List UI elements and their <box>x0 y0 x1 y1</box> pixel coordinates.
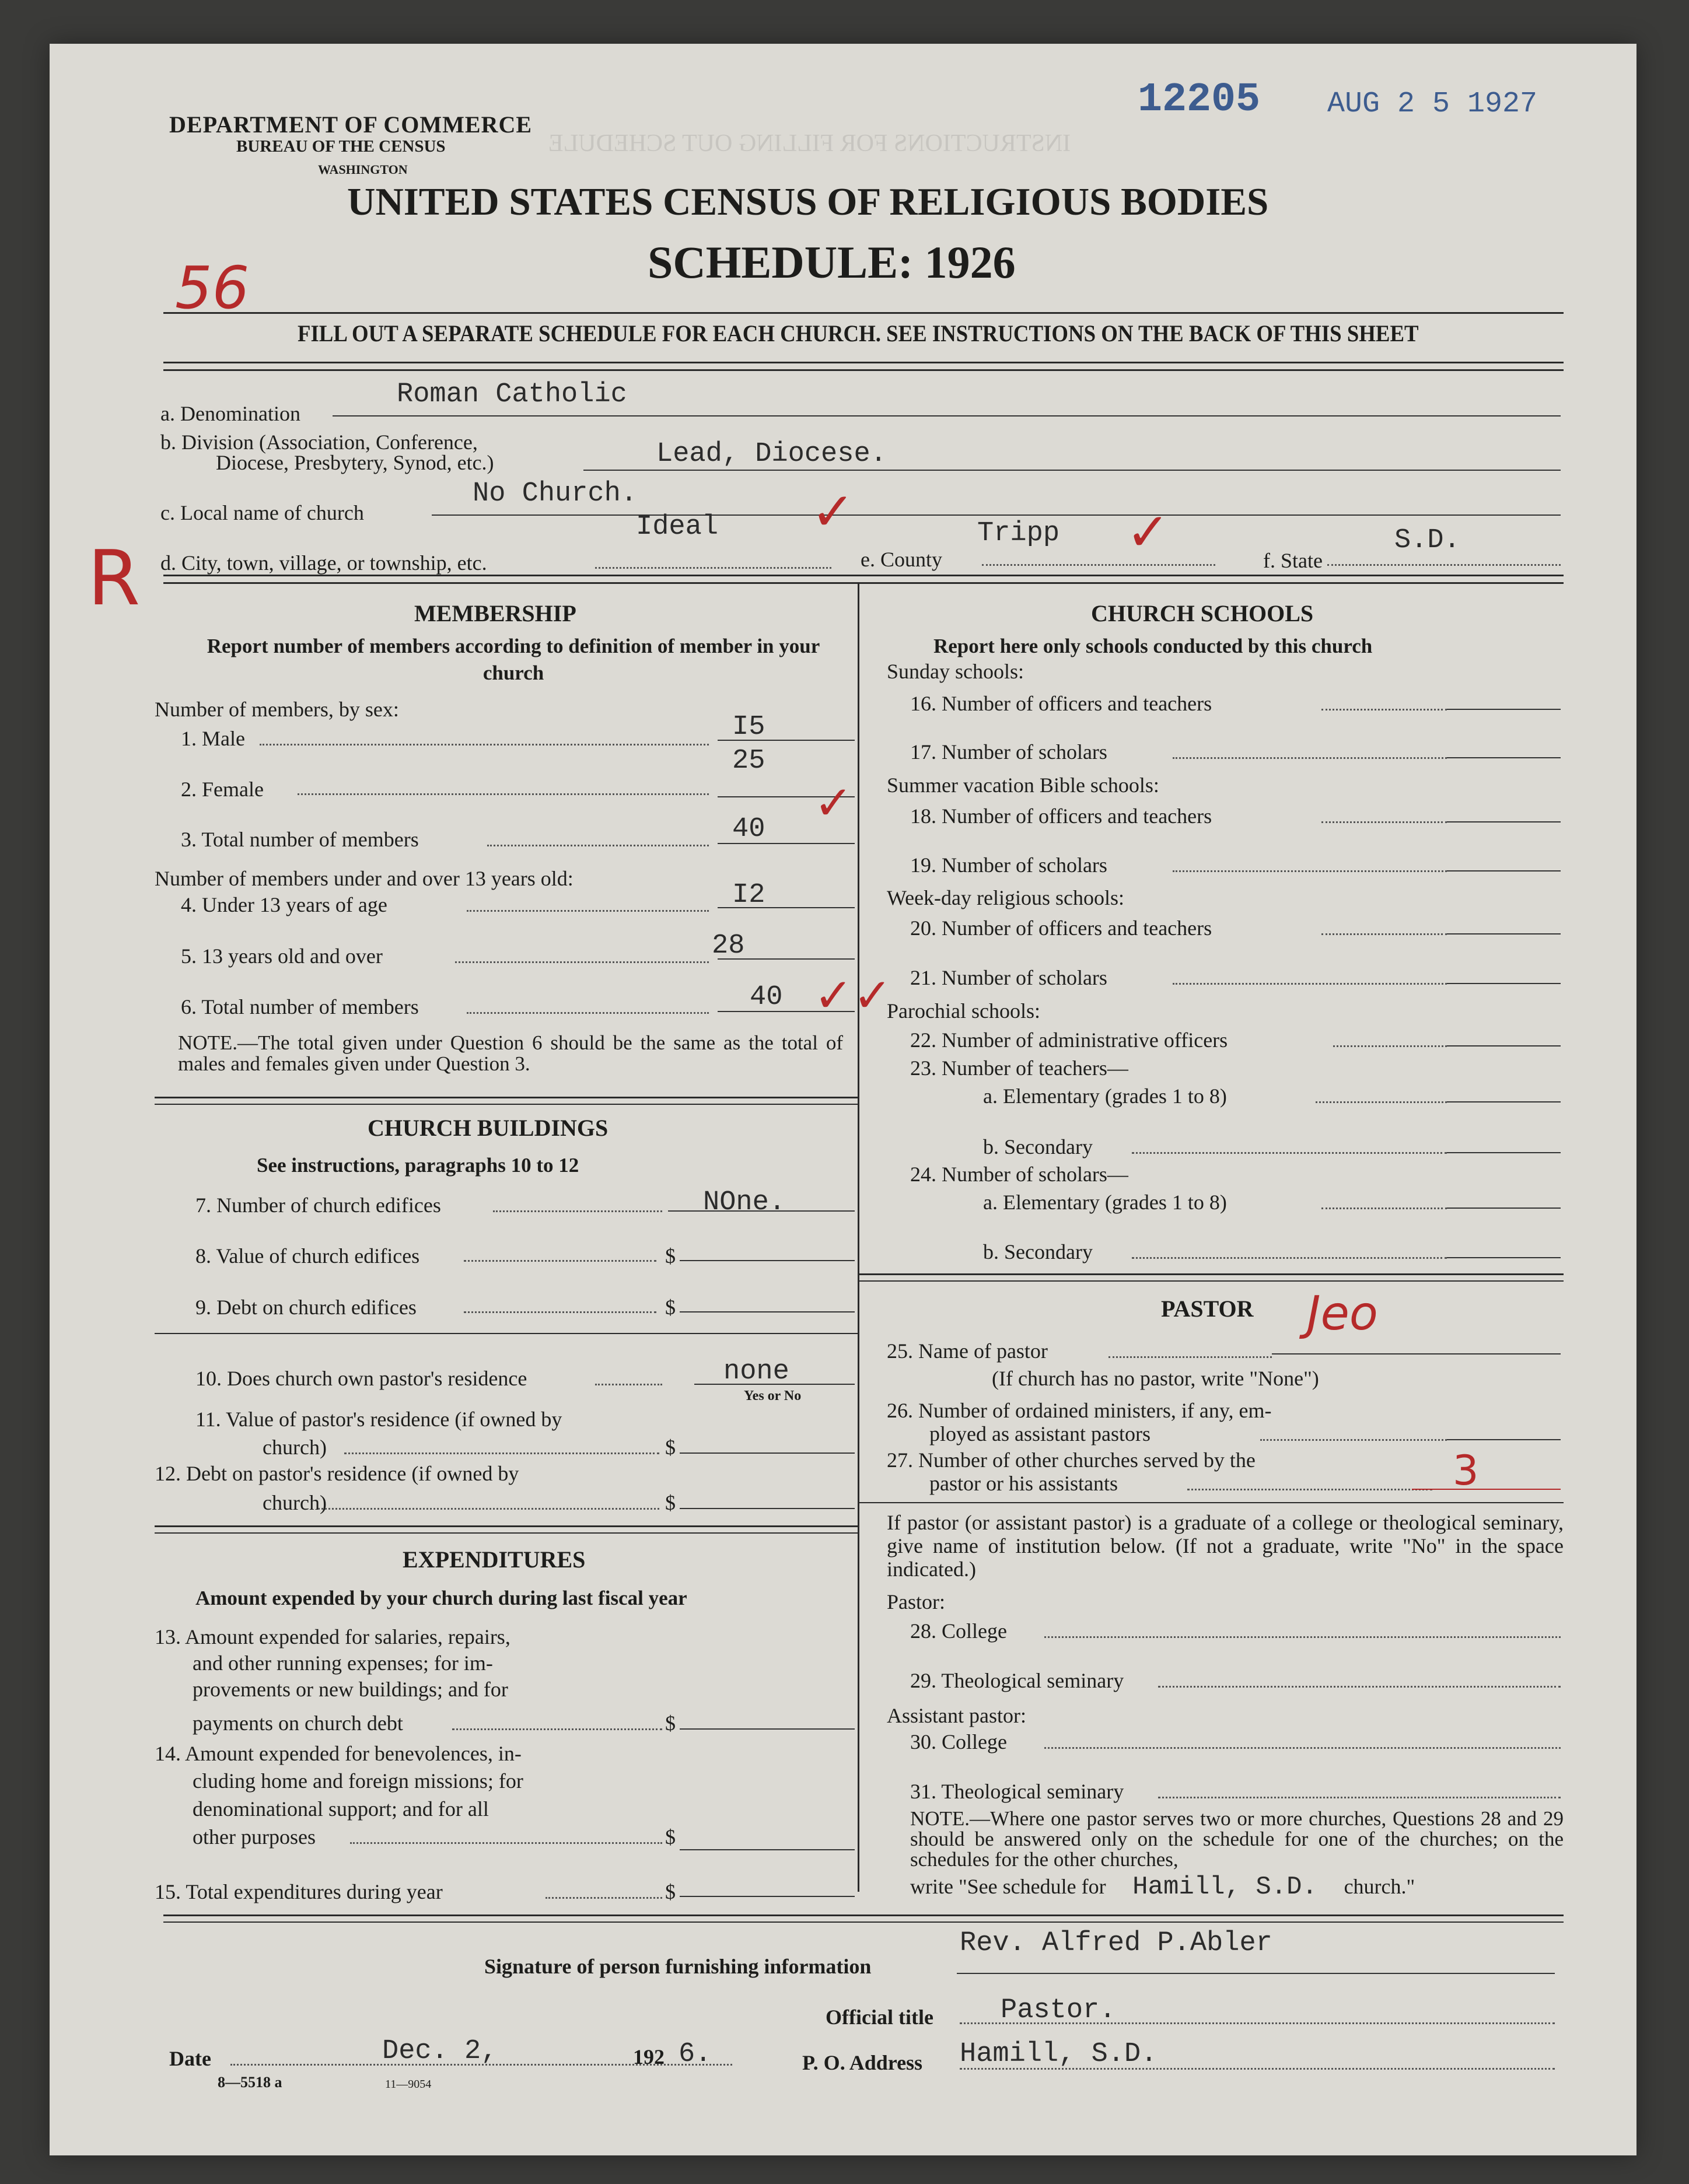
print-code: 11—9054 <box>385 2078 432 2091</box>
pastor-note: NOTE.—Where one pastor serves two or more churches, Questions 28 and 29 should be answered only on the schedule for one of the churches; on the schedules for the other churches, <box>910 1807 1564 1871</box>
official-title-value[interactable]: Pastor. <box>1001 1995 1116 2026</box>
q28-label: 28. College <box>910 1619 1007 1643</box>
department-label: DEPARTMENT OF COMMERCE <box>169 111 533 138</box>
q12-dollar: $ <box>665 1491 676 1514</box>
q8-dollar: $ <box>665 1244 676 1268</box>
expenditures-intro: Amount expended by your church during last fiscal year <box>195 1587 687 1609</box>
membership-intro: Report number of members according to definition of member in your church <box>207 635 820 684</box>
state-value[interactable]: S.D. <box>1394 525 1460 556</box>
q5-label: 5. 13 years old and over <box>181 944 383 968</box>
membership-heading: MEMBERSHIP <box>414 600 576 626</box>
q8-label: 8. Value of church edifices <box>195 1244 420 1268</box>
checkmark: ✓ <box>811 481 855 542</box>
summer-schools-label: Summer vacation Bible schools: <box>887 774 1159 797</box>
q24-label: 24. Number of scholars— <box>910 1163 1128 1186</box>
yes-no-hint: Yes or No <box>744 1388 802 1404</box>
checkmark: ✓✓ <box>814 968 893 1023</box>
form-title: UNITED STATES CENSUS OF RELIGIOUS BODIES <box>347 180 1269 223</box>
q24b-label: b. Secondary <box>983 1240 1093 1264</box>
expenditures-heading: EXPENDITURES <box>403 1546 586 1573</box>
q13-dollar: $ <box>665 1712 676 1735</box>
q25-label: 25. Name of pastor <box>887 1339 1048 1363</box>
q18-label: 18. Number of officers and teachers <box>910 804 1212 828</box>
q14-label-2: cluding home and foreign missions; for <box>193 1769 523 1793</box>
city-label: d. City, town, village, or township, etc. <box>160 551 487 575</box>
q5-value[interactable]: 28 <box>712 930 745 961</box>
q21-label: 21. Number of scholars <box>910 966 1107 989</box>
graduation-intro: If pastor (or assistant pastor) is a graduate of a college or theological seminary, give name of institution below. (If not a graduate, write "No" in the space indicated.) <box>887 1511 1564 1581</box>
q12-label: 12. Debt on pastor's residence (if owned by <box>155 1462 519 1485</box>
pastor-note-end: write "See schedule for Hamill, S.D. church." <box>910 1873 1415 1902</box>
q26-label-1: 26. Number of ordained ministers, if any, em- <box>887 1399 1272 1422</box>
q9-dollar: $ <box>665 1296 676 1319</box>
date-value[interactable]: Dec. 2, <box>382 2036 498 2067</box>
q27-value[interactable]: 3 <box>1453 1447 1479 1494</box>
buildings-heading: CHURCH BUILDINGS <box>368 1115 609 1141</box>
year-value[interactable]: 6. <box>679 2039 712 2070</box>
q3-label: 3. Total number of members <box>181 828 419 851</box>
q10-value[interactable]: none <box>723 1356 789 1387</box>
q1-label: 1. Male <box>181 727 245 750</box>
stamp-date: AUG 2 5 1927 <box>1327 88 1538 121</box>
q23b-label: b. Secondary <box>983 1135 1093 1158</box>
pastor-sub-label: Pastor: <box>887 1590 946 1614</box>
q13-label-2: and other running expenses; for im- <box>193 1651 493 1675</box>
city-value[interactable]: Ideal <box>636 512 719 542</box>
q7-label: 7. Number of church edifices <box>195 1194 441 1217</box>
q16-label: 16. Number of officers and teachers <box>910 692 1212 715</box>
membership-note: NOTE.—The total given under Question 6 should be the same as the total of males and females given under Question 3. <box>178 1031 843 1075</box>
q4-label: 4. Under 13 years of age <box>181 893 387 916</box>
schools-intro: Report here only schools conducted by this church <box>933 635 1373 657</box>
see-schedule-value[interactable]: Hamill, S.D. <box>1132 1873 1317 1902</box>
q26-label-2: ployed as assistant pastors <box>929 1422 1151 1446</box>
handwritten-r-mark: R <box>88 534 141 622</box>
pastor-heading: PASTOR <box>1161 1296 1254 1322</box>
date-label: Date <box>169 2047 211 2070</box>
q11-label: 11. Value of pastor's residence (if owned by <box>195 1408 562 1431</box>
q13-label-4: payments on church debt <box>193 1712 403 1735</box>
division-value[interactable]: Lead, Diocese. <box>656 439 887 470</box>
po-address-label: P. O. Address <box>802 2051 923 2074</box>
q7-value[interactable]: NOne. <box>703 1187 786 1218</box>
q2-value[interactable]: 25 <box>732 746 765 776</box>
stamp-number: 12205 <box>1138 77 1261 123</box>
q14-label-3: denominational support; and for all <box>193 1797 489 1821</box>
q2-label: 2. Female <box>181 778 264 801</box>
q6-label: 6. Total number of members <box>181 995 419 1019</box>
po-address-value[interactable]: Hamill, S.D. <box>960 2039 1158 2070</box>
q30-label: 30. College <box>910 1730 1007 1754</box>
sunday-schools-label: Sunday schools: <box>887 660 1024 683</box>
q4-value[interactable]: I2 <box>732 880 765 911</box>
members-by-sex-label: Number of members, by sex: <box>155 698 399 721</box>
q31-label: 31. Theological seminary <box>910 1780 1124 1803</box>
signature-value[interactable]: Rev. Alfred P.Abler <box>960 1928 1272 1959</box>
city-label: WASHINGTON <box>318 162 408 177</box>
q14-label-1: 14. Amount expended for benevolences, in- <box>155 1742 522 1765</box>
q6-value[interactable]: 40 <box>750 982 783 1013</box>
q11-dollar: $ <box>665 1436 676 1459</box>
signature-label: Signature of person furnishing information <box>484 1955 872 1978</box>
q11-label-cont: church) <box>263 1436 327 1459</box>
schedule-title: SCHEDULE: 1926 <box>648 237 1016 288</box>
q25-hint: (If church has no pastor, write "None") <box>992 1367 1319 1390</box>
q15-label: 15. Total expenditures during year <box>155 1880 443 1903</box>
q13-label-3: provements or new buildings; and for <box>193 1678 508 1701</box>
q3-value[interactable]: 40 <box>732 814 765 845</box>
q29-label: 29. Theological seminary <box>910 1669 1124 1692</box>
county-value[interactable]: Tripp <box>977 518 1060 549</box>
form-code: 8—5518 a <box>218 2074 282 2091</box>
q1-value[interactable]: I5 <box>732 712 765 743</box>
instruction-banner: FILL OUT A SEPARATE SCHEDULE FOR EACH CHURCH. SEE INSTRUCTIONS ON THE BACK OF THIS SHEET <box>298 320 1419 346</box>
church-name-label: c. Local name of church <box>160 501 364 524</box>
q23a-label: a. Elementary (grades 1 to 8) <box>983 1084 1227 1108</box>
bleed-through-text: INSTRUCTIONS FOR FILLING OUT SCHEDULE <box>548 130 1071 157</box>
year-prefix: 192 <box>633 2045 665 2068</box>
q15-dollar: $ <box>665 1880 676 1903</box>
buildings-intro: See instructions, paragraphs 10 to 12 <box>257 1154 579 1177</box>
schools-heading: CHURCH SCHOOLS <box>1091 600 1314 626</box>
bureau-label: BUREAU OF THE CENSUS <box>236 137 446 156</box>
q17-label: 17. Number of scholars <box>910 740 1107 764</box>
q23-label: 23. Number of teachers— <box>910 1056 1128 1080</box>
q19-label: 19. Number of scholars <box>910 853 1107 877</box>
q13-label-1: 13. Amount expended for salaries, repairs, <box>155 1625 510 1648</box>
handwritten-note: Jeo <box>1307 1286 1378 1340</box>
checkmark: ✓ <box>1126 502 1170 563</box>
handwritten-number: 56 <box>175 254 250 322</box>
weekday-schools-label: Week-day religious schools: <box>887 886 1125 909</box>
q22-label: 22. Number of administrative officers <box>910 1028 1228 1052</box>
q9-label: 9. Debt on church edifices <box>195 1296 417 1319</box>
q27-label-1: 27. Number of other churches served by the <box>887 1448 1256 1472</box>
q20-label: 20. Number of officers and teachers <box>910 916 1212 940</box>
assistant-sub-label: Assistant pastor: <box>887 1704 1026 1727</box>
state-label: f. State <box>1263 549 1323 572</box>
q27-label-2: pastor or his assistants <box>929 1472 1118 1495</box>
denomination-label: a. Denomination <box>160 402 300 425</box>
official-title-label: Official title <box>826 2006 933 2029</box>
q14-dollar: $ <box>665 1825 676 1849</box>
division-label-1: b. Division (Association, Conference, <box>160 430 478 454</box>
denomination-value[interactable]: Roman Catholic <box>397 379 627 410</box>
checkmark: ✓ <box>814 776 854 830</box>
members-by-age-label: Number of members under and over 13 years old: <box>155 867 574 890</box>
q10-label: 10. Does church own pastor's residence <box>195 1367 527 1390</box>
county-label: e. County <box>861 548 942 571</box>
q12-label-cont: church) <box>263 1491 327 1514</box>
division-label-2: Diocese, Presbytery, Synod, etc.) <box>216 451 494 474</box>
church-name-value[interactable]: No Church. <box>473 478 638 509</box>
parochial-schools-label: Parochial schools: <box>887 999 1040 1023</box>
q14-label-4: other purposes <box>193 1825 316 1849</box>
q24a-label: a. Elementary (grades 1 to 8) <box>983 1191 1227 1214</box>
